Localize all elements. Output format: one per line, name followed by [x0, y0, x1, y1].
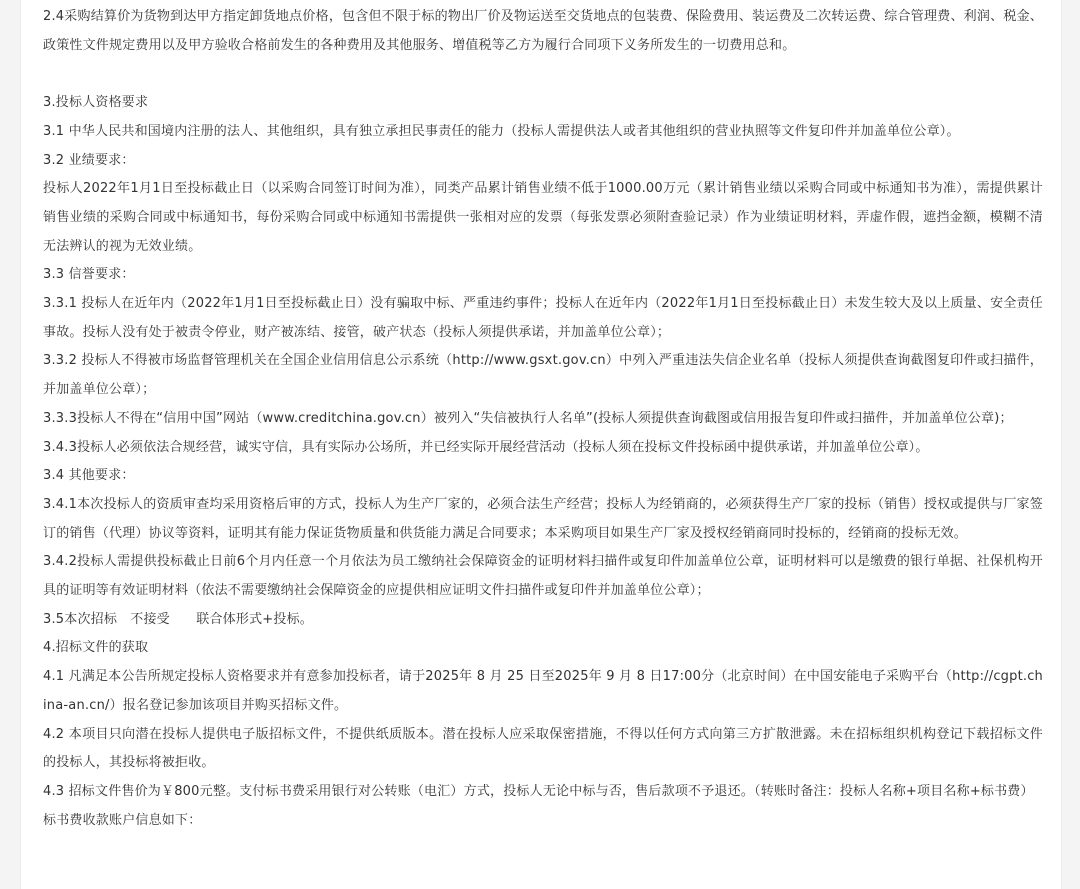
paragraph-3-5: 3.5本次招标 不接受 联合体形式+投标。	[43, 611, 313, 627]
document-body	[43, 3, 1043, 835]
paragraph-3-2-heading: 3.2 业绩要求：	[43, 152, 135, 168]
paragraph-3-3-heading: 3.3 信誉要求：	[43, 267, 135, 283]
paragraph-3-4-heading: 3.4 其他要求：	[43, 468, 135, 484]
blank-line	[43, 60, 1043, 89]
paragraph-3-4-3: 3.4.3投标人必须依法合规经营，诚实守信，具有实际办公场所，并已经实际开展经营活动（投标人须在投标文件投标函中提供承诺，并加盖单位公章）。	[43, 439, 929, 455]
paragraph-performance-requirement: 投标人2022年1月1日至投标截止日（以采购合同签订时间为准），同类产品累计销售业绩不低于1000.00万元（累计销售业绩以采购合同或中标通知书为准），需提供累计销售业绩的采购合同或中标通知书，每份采购合同或中标通知书需提供一张相对应的发票（每张发票必须附查验记录）作为业绩证明材料，弄虚作假，遮挡金额，模糊不清无法辨认的视为无效业绩。	[43, 181, 1043, 254]
paragraph-account-info: 标书费收款账户信息如下：	[43, 812, 202, 828]
paragraph-2-4-settlement-price: 2.4采购结算价为货物到达甲方指定卸货地点价格，包含但不限于标的物出厂价及物运送至交货地点的包装费、保险费用、装运费及二次转运费、综合管理费、利润、税金、政策性文件规定费用以及甲方验收合格前发生的各种费用及其他服务、增值税等乙方为履行合同项下义务所发生的一切费用总和。	[43, 9, 1043, 53]
paragraph-4-3: 4.3 招标文件售价为￥800元整。支付标书费采用银行对公转账（电汇）方式，投标人无论中标与否，售后款项不予退还。（转账时备注：投标人名称+项目名称+标书费）	[43, 783, 1034, 799]
paragraph-3-3-2: 3.3.2 投标人不得被市场监督管理机关在全国企业信用信息公示系统（http://www.gsxt.gov.cn）中列入严重违法失信企业名单（投标人须提供查询截图复印件或扫描件，并加盖单位公章）；	[43, 353, 1043, 398]
paragraph-3-4-1: 3.4.1本次投标人的资质审查均采用资格后审的方式，投标人为生产厂家的，必须合法生产经营；投标人为经销商的，必须获得生产厂家的投标（销售）授权或提供与厂家签订的销售（代理）协议等资料，证明其有能力保证货物质量和供货能力满足合同要求；本采购项目如果生产厂家及授权经销商同时投标的，经销商的投标无效。	[43, 496, 1043, 541]
paragraph-4-1: 4.1 凡满足本公告所规定投标人资格要求并有意参加投标者，请于2025年 8 月 25 日至2025年 9 月 8 日17:00分（北京时间）在中国安能电子采购平台（http://cgpt.china-an.cn/）报名登记参加该项目并购买招标文件。	[43, 669, 1043, 713]
paragraph-3-1: 3.1 中华人民共和国境内注册的法人、其他组织，具有独立承担民事责任的能力（投标人需提供法人或者其他组织的营业执照等文件复印件并加盖单位公章）。	[43, 123, 960, 139]
paragraph-3-3-3: 3.3.3投标人不得在“信用中国”网站（www.creditchina.gov.cn）被列入“失信被执行人名单”(投标人须提供查询截图或信用报告复印件或扫描件，并加盖单位公章)；	[43, 410, 1013, 426]
section-heading-obtain-documents: 4.招标文件的获取	[43, 640, 149, 656]
paragraph-3-3-1: 3.3.1 投标人在近年内（2022年1月1日至投标截止日）没有骗取中标、严重违约事件；投标人在近年内（2022年1月1日至投标截止日）未发生较大及以上质量、安全责任事故。投标人没有处于被责令停业，财产被冻结、接管，破产状态（投标人须提供承诺，并加盖单位公章）；	[43, 296, 1043, 340]
paragraph-3-4-2: 3.4.2投标人需提供投标截止日前6个月内任意一个月依法为员工缴纳社会保障资金的证明材料扫描件或复印件加盖单位公章，证明材料可以是缴费的银行单据、社保机构开具的证明等有效证明材料（依法不需要缴纳社会保障资金的应提供相应证明文件扫描件或复印件并加盖单位公章）；	[43, 554, 1043, 599]
paragraph-4-2: 4.2 本项目只向潜在投标人提供电子版招标文件，不提供纸质版本。潜在投标人应采取保密措施，不得以任何方式向第三方扩散泄露。未在招标组织机构登记下载招标文件的投标人，其投标将被拒收。	[43, 726, 1043, 771]
section-heading-bidder-qualifications: 3.投标人资格要求	[43, 95, 149, 111]
